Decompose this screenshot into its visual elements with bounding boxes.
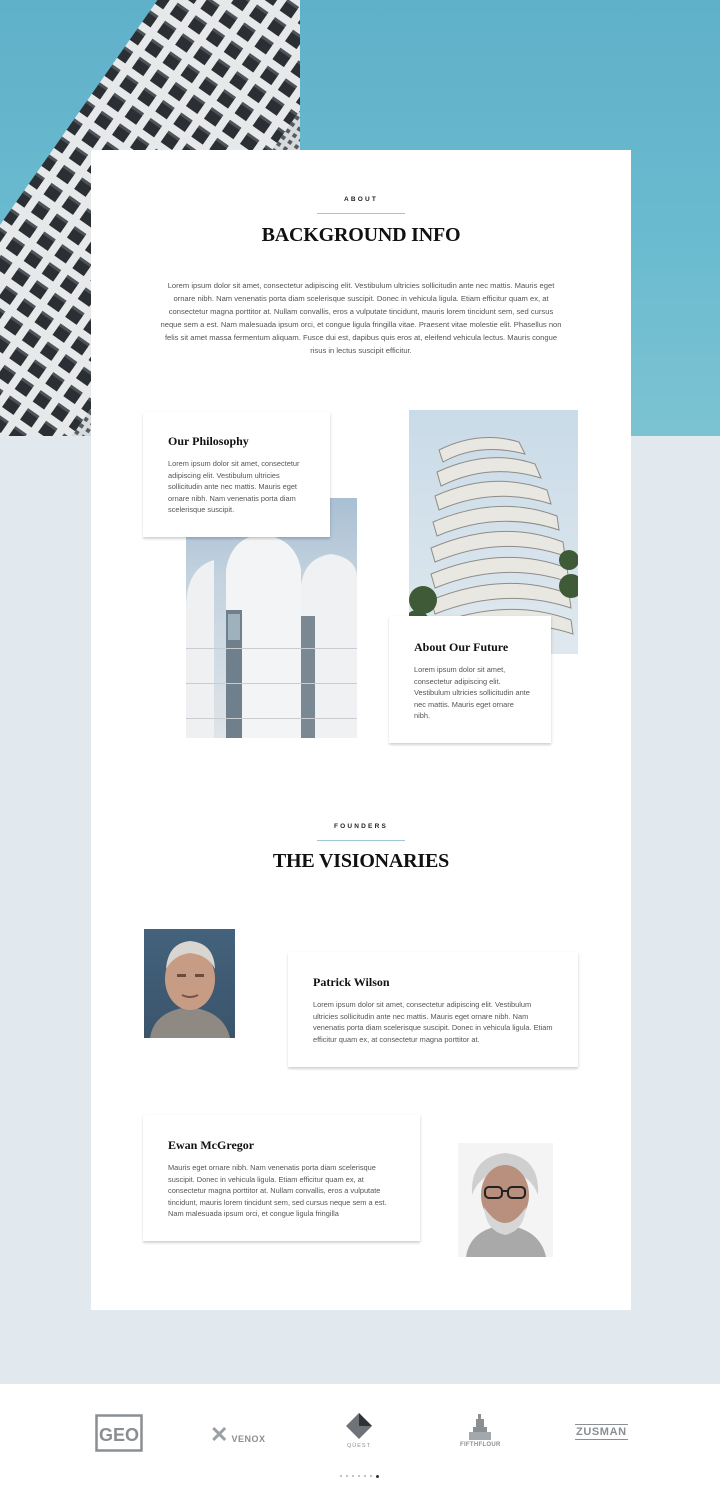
founders-kicker: FOUNDERS bbox=[333, 823, 389, 830]
future-text: Lorem ipsum dolor sit amet, consectetur adipiscing elit. Vestibulum ultricies sollicitudin ante nec mattis. Mauris eget ornare nibh. bbox=[414, 665, 530, 721]
venox-x-icon: ✕ bbox=[210, 1422, 229, 1447]
fifthflour-tower-icon bbox=[469, 1414, 491, 1440]
carousel-dot[interactable] bbox=[370, 1475, 372, 1477]
about-divider bbox=[317, 213, 405, 214]
logo-venox[interactable] bbox=[210, 1424, 265, 1446]
future-title: About Our Future bbox=[414, 640, 509, 654]
logo-geo[interactable] bbox=[95, 1414, 143, 1452]
ewan-mcgregor-photo bbox=[458, 1143, 553, 1257]
logo-zusman[interactable] bbox=[575, 1424, 628, 1440]
logo-quest[interactable] bbox=[345, 1412, 373, 1449]
svg-text:GEO: GEO bbox=[98, 1425, 140, 1445]
zusman-logo-text: ZUSMAN bbox=[576, 1426, 627, 1438]
content-card bbox=[91, 150, 631, 1310]
quest-diamond-icon bbox=[345, 1412, 373, 1440]
about-title: BACKGROUND INFO bbox=[261, 224, 461, 246]
carousel-dot[interactable] bbox=[346, 1475, 348, 1477]
founder-bio-ewan: Mauris eget ornare nibh. Nam venenatis porta diam scelerisque suscipit. Donec in vehicula ligula. Etiam efficitur quam ex, at consectetur magna porttitor at. Nullam convallis, eros a vulputate tincidunt, mauris lorem tincidunt sem, sed cursus neque sem a est. Nam malesuada ipsum orci, et congue ligula fringilla bbox=[168, 1163, 387, 1219]
carousel-dot[interactable] bbox=[358, 1475, 360, 1477]
founders-title: THE VISIONARIES bbox=[272, 850, 450, 872]
carousel-dot-active[interactable] bbox=[376, 1475, 379, 1478]
founder-bio-patrick: Lorem ipsum dolor sit amet, consectetur adipiscing elit. Vestibulum ultricies sollicitudin ante nec mattis. Mauris eget ornare nibh. Nam venenatis porta diam scelerisque suscipit. Donec in vehicula ligula. Etiam efficitur quam ex, at consectetur magna porttitor at. bbox=[313, 1000, 553, 1044]
founder-card-patrick bbox=[288, 952, 578, 1067]
carousel-dot[interactable] bbox=[364, 1475, 366, 1477]
founder-card-ewan bbox=[143, 1115, 420, 1241]
carousel-dot[interactable] bbox=[340, 1475, 342, 1477]
fifthflour-logo-text: FIFTHFLOUR bbox=[460, 1442, 501, 1448]
logo-fifthflour[interactable] bbox=[460, 1414, 501, 1448]
carousel-pagination bbox=[340, 1475, 379, 1478]
future-box bbox=[389, 616, 551, 743]
philosophy-text: Lorem ipsum dolor sit amet, consectetur adipiscing elit. Vestibulum ultricies sollicitudin ante nec mattis. Mauris eget ornare nibh. Nam venenatis porta diam scelerisque suscipit. bbox=[168, 459, 300, 515]
philosophy-title: Our Philosophy bbox=[168, 434, 249, 448]
founder-name-patrick: Patrick Wilson bbox=[313, 975, 390, 989]
carousel-dot[interactable] bbox=[352, 1475, 354, 1477]
about-text: Lorem ipsum dolor sit amet, consectetur adipiscing elit. Vestibulum ultricies sollicitudin ante nec mattis. Mauris eget ornare nibh. Nam venenatis porta diam scelerisque suscipit. Donec in vehicula ligula. Etiam efficitur quam ex, at consectetur magna porttitor at. Nullam convallis, eros a vulputate tincidunt, mauris lorem tincidunt sem, sed cursus neque sem a est. Nam malesuada ipsum orci, et congue ligula fringilla vitae. Praesent vitae molestie elit. Phasellus non felis sit amet massa fermentum aliquam. Fusce dui est, dapibus quis eros at, eleifend vehicula lectus. Mauris congue risus in lectus suscipit efficitur. bbox=[160, 281, 562, 355]
founder-name-ewan: Ewan McGregor bbox=[168, 1138, 255, 1152]
patrick-wilson-photo bbox=[144, 929, 235, 1038]
quest-logo-text: QÜEST bbox=[347, 1443, 371, 1449]
founders-divider bbox=[317, 840, 405, 841]
philosophy-box bbox=[143, 412, 330, 537]
venox-logo-text: VENOX bbox=[231, 1434, 266, 1444]
geo-logo-icon bbox=[95, 1414, 143, 1452]
about-kicker: ABOUT bbox=[343, 196, 379, 203]
